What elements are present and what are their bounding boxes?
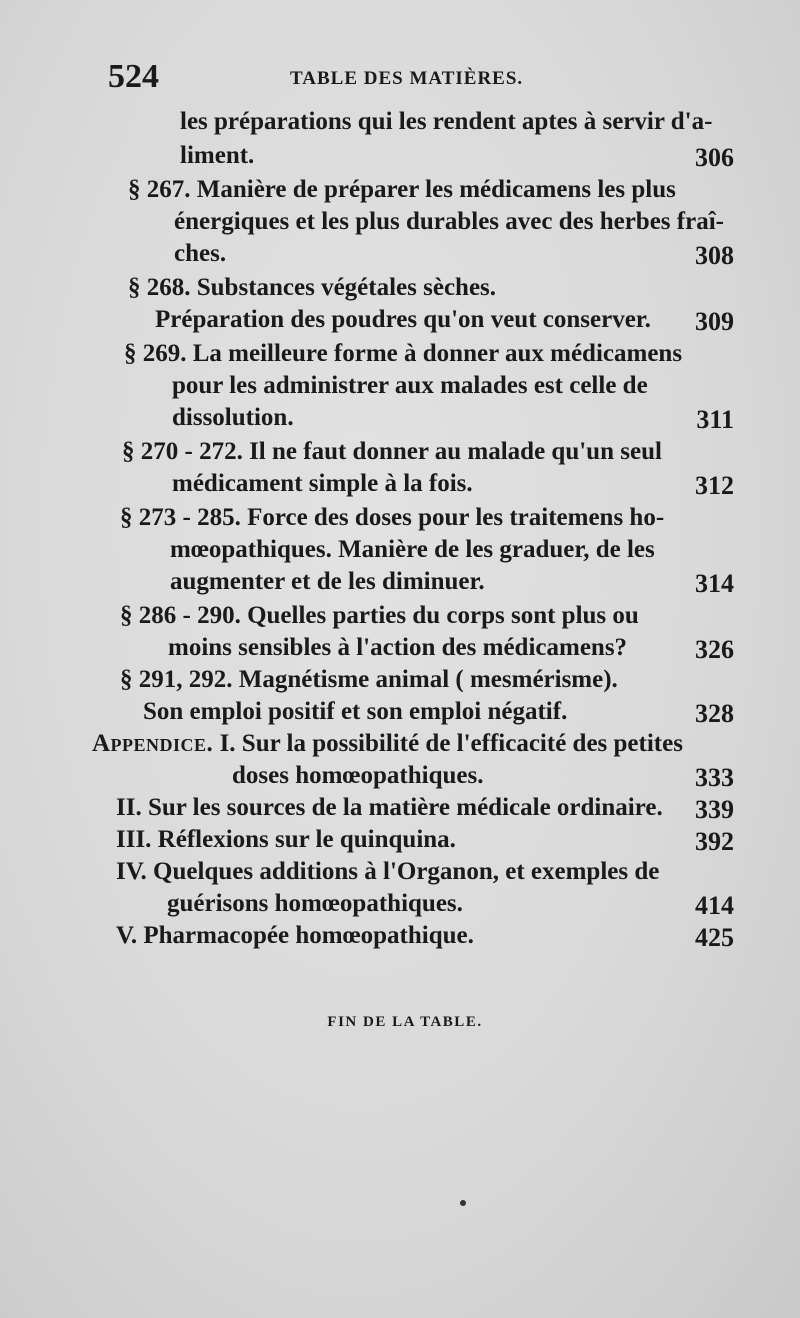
toc-entry — [0, 432, 800, 498]
entry-text: énergiques et les plus durables avec des herbes fraî- — [174, 208, 724, 235]
entry-page-number: 392 — [695, 827, 734, 856]
toc-entry — [0, 822, 800, 854]
appendix-label: Appendice. — [92, 730, 214, 757]
entry-page-number: 312 — [695, 471, 734, 500]
entry-page-number: 326 — [695, 635, 734, 664]
entry-text: doses homœopathiques. — [232, 762, 484, 789]
entry-page-number: 314 — [695, 569, 734, 598]
entry-text: V. Pharmacopée homœopathique. — [116, 922, 474, 949]
toc-entry — [0, 662, 800, 726]
toc-entry — [0, 104, 800, 170]
entry-text: § 270 - 272. Il ne faut donner au malade qu'un seul — [122, 438, 662, 465]
entry-text: III. Réflexions sur le quinquina. — [116, 826, 456, 853]
entry-page-number: 328 — [695, 699, 734, 728]
entry-text: § 267. Manière de préparer les médicamens les plus — [128, 176, 676, 203]
entry-page-number: 414 — [695, 891, 734, 920]
toc-entry — [0, 854, 800, 918]
entry-page-number: 306 — [695, 143, 734, 172]
toc-entry — [0, 170, 800, 268]
toc-entry — [0, 268, 800, 334]
entry-text: § 269. La meilleure forme à donner aux médicamens — [124, 340, 683, 367]
entry-page-number: 339 — [695, 795, 734, 824]
entry-text: moins sensibles à l'action des médicamens? — [168, 634, 628, 661]
entry-text: § 268. Substances végétales sèches. — [128, 274, 497, 301]
entry-text: IV. Quelques additions à l'Organon, et exemples de — [116, 858, 660, 885]
entry-text: Préparation des poudres qu'on veut conserver. — [155, 306, 651, 333]
entry-text: ches. — [174, 240, 227, 267]
entry-text: dissolution. — [172, 404, 294, 431]
running-title: TABLE DES MATIÈRES. — [290, 68, 524, 89]
entry-page-number: 309 — [695, 307, 734, 336]
table-of-contents — [0, 104, 800, 950]
toc-entry — [0, 726, 800, 790]
entry-text: liment. — [180, 142, 255, 169]
entry-text: les préparations qui les rendent aptes à servir d'a- — [180, 108, 713, 135]
entry-page-number: 311 — [696, 405, 734, 434]
toc-entry — [0, 790, 800, 822]
entry-text: pour les administrer aux malades est celle de — [172, 372, 648, 399]
entry-text: médicament simple à la fois. — [172, 470, 473, 497]
page-header — [0, 58, 800, 98]
entry-text: augmenter et de les diminuer. — [170, 568, 485, 595]
entry-text: guérisons homœopathiques. — [167, 890, 463, 917]
entry-text: § 286 - 290. Quelles parties du corps sont plus ou — [120, 602, 639, 629]
entry-page-number: 425 — [695, 923, 734, 952]
entry-text: § 273 - 285. Force des doses pour les traitemens ho- — [120, 504, 665, 531]
toc-entry — [0, 596, 800, 662]
entry-text: mœopathiques. Manière de les graduer, de les — [170, 536, 655, 563]
page-number: 524 — [108, 58, 159, 95]
entry-page-number: 308 — [695, 241, 734, 270]
toc-entry — [0, 918, 800, 950]
ink-dot — [460, 1200, 466, 1206]
end-of-table-text: FIN DE LA TABLE. — [327, 1014, 483, 1030]
entry-text: Son emploi positif et son emploi négatif. — [143, 698, 568, 725]
entry-page-number: 333 — [695, 763, 734, 792]
toc-entry — [0, 498, 800, 596]
entry-text: II. Sur les sources de la matière médicale ordinaire. — [116, 794, 663, 821]
toc-entry — [0, 334, 800, 432]
entry-text: I. Sur la possibilité de l'efficacité des petites — [213, 730, 683, 757]
entry-text: § 291, 292. Magnétisme animal ( mesmérisme). — [120, 666, 618, 693]
